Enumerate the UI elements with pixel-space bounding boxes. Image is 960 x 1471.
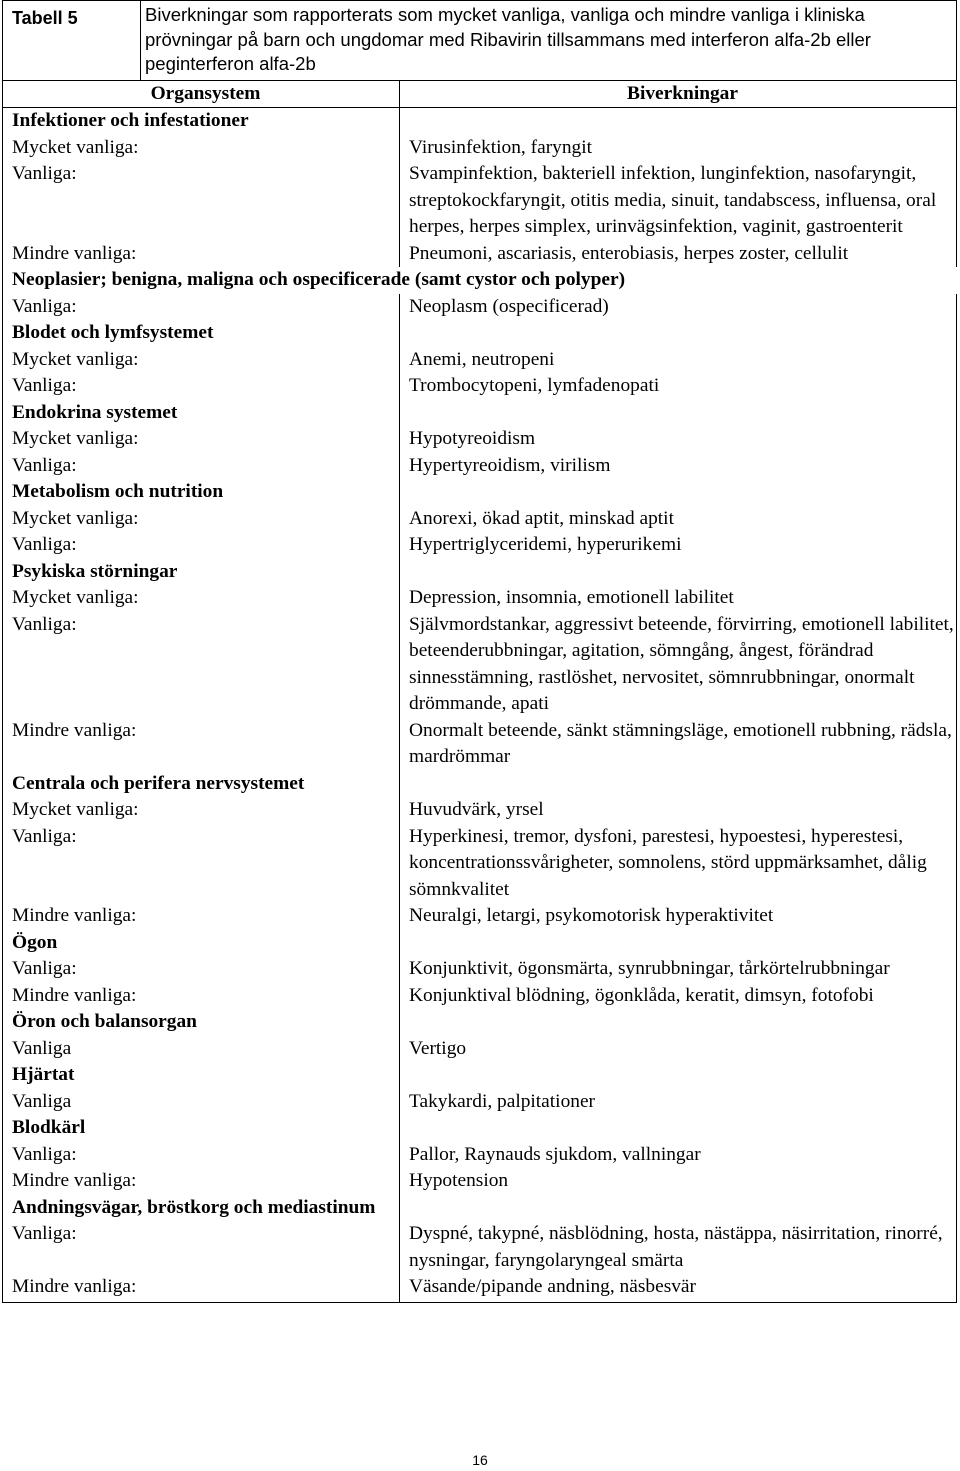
section-empty-cell	[400, 320, 957, 347]
effects-cell: Neoplasm (ospecificerad)	[400, 294, 957, 321]
frequency-cell: Mycket vanliga:	[3, 135, 400, 162]
table-row	[3, 1142, 957, 1169]
section-name: Endokrina systemet	[3, 400, 400, 427]
section-empty-cell	[400, 479, 957, 506]
table-title-row	[3, 1, 957, 81]
table-row	[3, 373, 957, 400]
frequency-cell: Vanliga:	[3, 161, 400, 241]
frequency-cell: Mindre vanliga:	[3, 718, 400, 771]
table-row	[3, 135, 957, 162]
frequency-cell: Vanliga:	[3, 1142, 400, 1169]
section-row	[3, 559, 957, 586]
effects-cell: Vertigo	[400, 1036, 957, 1063]
effects-cell: Självmordstankar, aggressivt beteende, förvirring, emotionell labilitet, beteenderubbningar, agitation, sömngång, ångest, förändrad sinnesstämning, rastlöshet, nervositet, sömnrubbningar, onormalt drömmande, apati	[400, 612, 957, 718]
effects-cell: Onormalt beteende, sänkt stämningsläge, emotionell rubbning, rädsla, mardrömmar	[400, 718, 957, 771]
effects-cell: Konjunktivit, ögonsmärta, synrubbningar, tårkörtelrubbningar	[400, 956, 957, 983]
table-row	[3, 797, 957, 824]
table-row	[3, 1036, 957, 1063]
effects-cell: Hypertyreoidism, virilism	[400, 453, 957, 480]
table-row	[3, 983, 957, 1010]
effects-cell: Virusinfektion, faryngit	[400, 135, 957, 162]
frequency-cell: Vanliga:	[3, 1221, 400, 1274]
column-header-biverkningar: Biverkningar	[400, 80, 957, 108]
effects-cell: Pallor, Raynauds sjukdom, vallningar	[400, 1142, 957, 1169]
frequency-cell: Vanliga	[3, 1089, 400, 1116]
effects-cell: Huvudvärk, yrsel	[400, 797, 957, 824]
section-row	[3, 400, 957, 427]
frequency-cell: Mycket vanliga:	[3, 347, 400, 374]
section-name: Neoplasier; benigna, maligna och ospecificerade (samt cystor och polyper)	[3, 267, 957, 294]
effects-cell: Takykardi, palpitationer	[400, 1089, 957, 1116]
frequency-cell: Vanliga:	[3, 532, 400, 559]
table-row	[3, 241, 957, 268]
effects-cell: Hypertriglyceridemi, hyperurikemi	[400, 532, 957, 559]
effects-cell: Pneumoni, ascariasis, enterobiasis, herpes zoster, cellulit	[400, 241, 957, 268]
section-row	[3, 771, 957, 798]
frequency-cell: Vanliga:	[3, 824, 400, 904]
frequency-cell: Mycket vanliga:	[3, 426, 400, 453]
table-label: Tabell 5	[3, 1, 141, 81]
section-row	[3, 1195, 957, 1222]
effects-cell: Dyspné, takypné, näsblödning, hosta, nästäppa, näsirritation, rinorré, nysningar, faryngolaryngeal smärta	[400, 1221, 957, 1274]
section-row	[3, 1062, 957, 1089]
table-row	[3, 1274, 957, 1302]
frequency-cell: Mycket vanliga:	[3, 506, 400, 533]
frequency-cell: Vanliga:	[3, 956, 400, 983]
effects-cell: Anorexi, ökad aptit, minskad aptit	[400, 506, 957, 533]
effects-cell: Hypotyreoidism	[400, 426, 957, 453]
section-name: Infektioner och infestationer	[3, 108, 400, 135]
table-row	[3, 426, 957, 453]
table-row	[3, 161, 957, 241]
section-name: Blodkärl	[3, 1115, 400, 1142]
adverse-reactions-table	[2, 0, 957, 1303]
section-name: Öron och balansorgan	[3, 1009, 400, 1036]
section-empty-cell	[400, 1062, 957, 1089]
effects-cell: Depression, insomnia, emotionell labilitet	[400, 585, 957, 612]
section-empty-cell	[400, 1195, 957, 1222]
table-caption: Biverkningar som rapporterats som mycket vanliga, vanliga och mindre vanliga i kliniska prövningar på barn och ungdomar med Ribavirin tillsammans med interferon alfa-2b eller peginterferon alfa-2b	[141, 1, 957, 81]
section-empty-cell	[400, 930, 957, 957]
table-row	[3, 824, 957, 904]
table-row	[3, 585, 957, 612]
table-row	[3, 294, 957, 321]
section-name: Psykiska störningar	[3, 559, 400, 586]
section-row	[3, 479, 957, 506]
section-row	[3, 1009, 957, 1036]
section-row	[3, 930, 957, 957]
effects-cell: Svampinfektion, bakteriell infektion, lunginfektion, nasofaryngit, streptokockfaryngit, otitis media, sinuit, tandabscess, influensa, oral herpes, herpes simplex, urinvägsinfektion, vaginit, gastroenterit	[400, 161, 957, 241]
frequency-cell: Mindre vanliga:	[3, 1274, 400, 1302]
effects-cell: Konjunktival blödning, ögonklåda, keratit, dimsyn, fotofobi	[400, 983, 957, 1010]
table-row	[3, 347, 957, 374]
page-number: 16	[472, 1452, 488, 1468]
section-empty-cell	[400, 771, 957, 798]
effects-cell: Hypotension	[400, 1168, 957, 1195]
section-name: Metabolism och nutrition	[3, 479, 400, 506]
frequency-cell: Mindre vanliga:	[3, 241, 400, 268]
table-row	[3, 1168, 957, 1195]
table-row	[3, 718, 957, 771]
frequency-cell: Mindre vanliga:	[3, 983, 400, 1010]
section-row	[3, 320, 957, 347]
frequency-cell: Vanliga	[3, 1036, 400, 1063]
section-name: Centrala och perifera nervsystemet	[3, 771, 400, 798]
frequency-cell: Mindre vanliga:	[3, 1168, 400, 1195]
frequency-cell: Vanliga:	[3, 294, 400, 321]
section-row	[3, 108, 957, 135]
effects-cell: Hyperkinesi, tremor, dysfoni, parestesi, hypoestesi, hyperestesi, koncentrationssvårigheter, somnolens, störd uppmärksamhet, dålig sömnkvalitet	[400, 824, 957, 904]
effects-cell: Anemi, neutropeni	[400, 347, 957, 374]
effects-cell: Trombocytopeni, lymfadenopati	[400, 373, 957, 400]
section-name: Blodet och lymfsystemet	[3, 320, 400, 347]
effects-cell: Väsande/pipande andning, näsbesvär	[400, 1274, 957, 1302]
frequency-cell: Vanliga:	[3, 373, 400, 400]
section-name: Hjärtat	[3, 1062, 400, 1089]
frequency-cell: Mindre vanliga:	[3, 903, 400, 930]
section-row	[3, 1115, 957, 1142]
table-row	[3, 1221, 957, 1274]
table-row	[3, 1089, 957, 1116]
table-row	[3, 612, 957, 718]
table-row	[3, 532, 957, 559]
effects-cell: Neuralgi, letargi, psykomotorisk hyperaktivitet	[400, 903, 957, 930]
column-header-row	[3, 80, 957, 108]
column-header-organsystem: Organsystem	[3, 80, 400, 108]
section-empty-cell	[400, 1115, 957, 1142]
section-empty-cell	[400, 1009, 957, 1036]
frequency-cell: Mycket vanliga:	[3, 797, 400, 824]
table-row	[3, 956, 957, 983]
frequency-cell: Vanliga:	[3, 453, 400, 480]
section-empty-cell	[400, 559, 957, 586]
section-empty-cell	[400, 400, 957, 427]
section-name: Andningsvägar, bröstkorg och mediastinum	[3, 1195, 400, 1222]
section-row	[3, 267, 957, 294]
section-empty-cell	[400, 108, 957, 135]
frequency-cell: Mycket vanliga:	[3, 585, 400, 612]
table-row	[3, 453, 957, 480]
frequency-cell: Vanliga:	[3, 612, 400, 718]
table-row	[3, 506, 957, 533]
section-name: Ögon	[3, 930, 400, 957]
table-row	[3, 903, 957, 930]
